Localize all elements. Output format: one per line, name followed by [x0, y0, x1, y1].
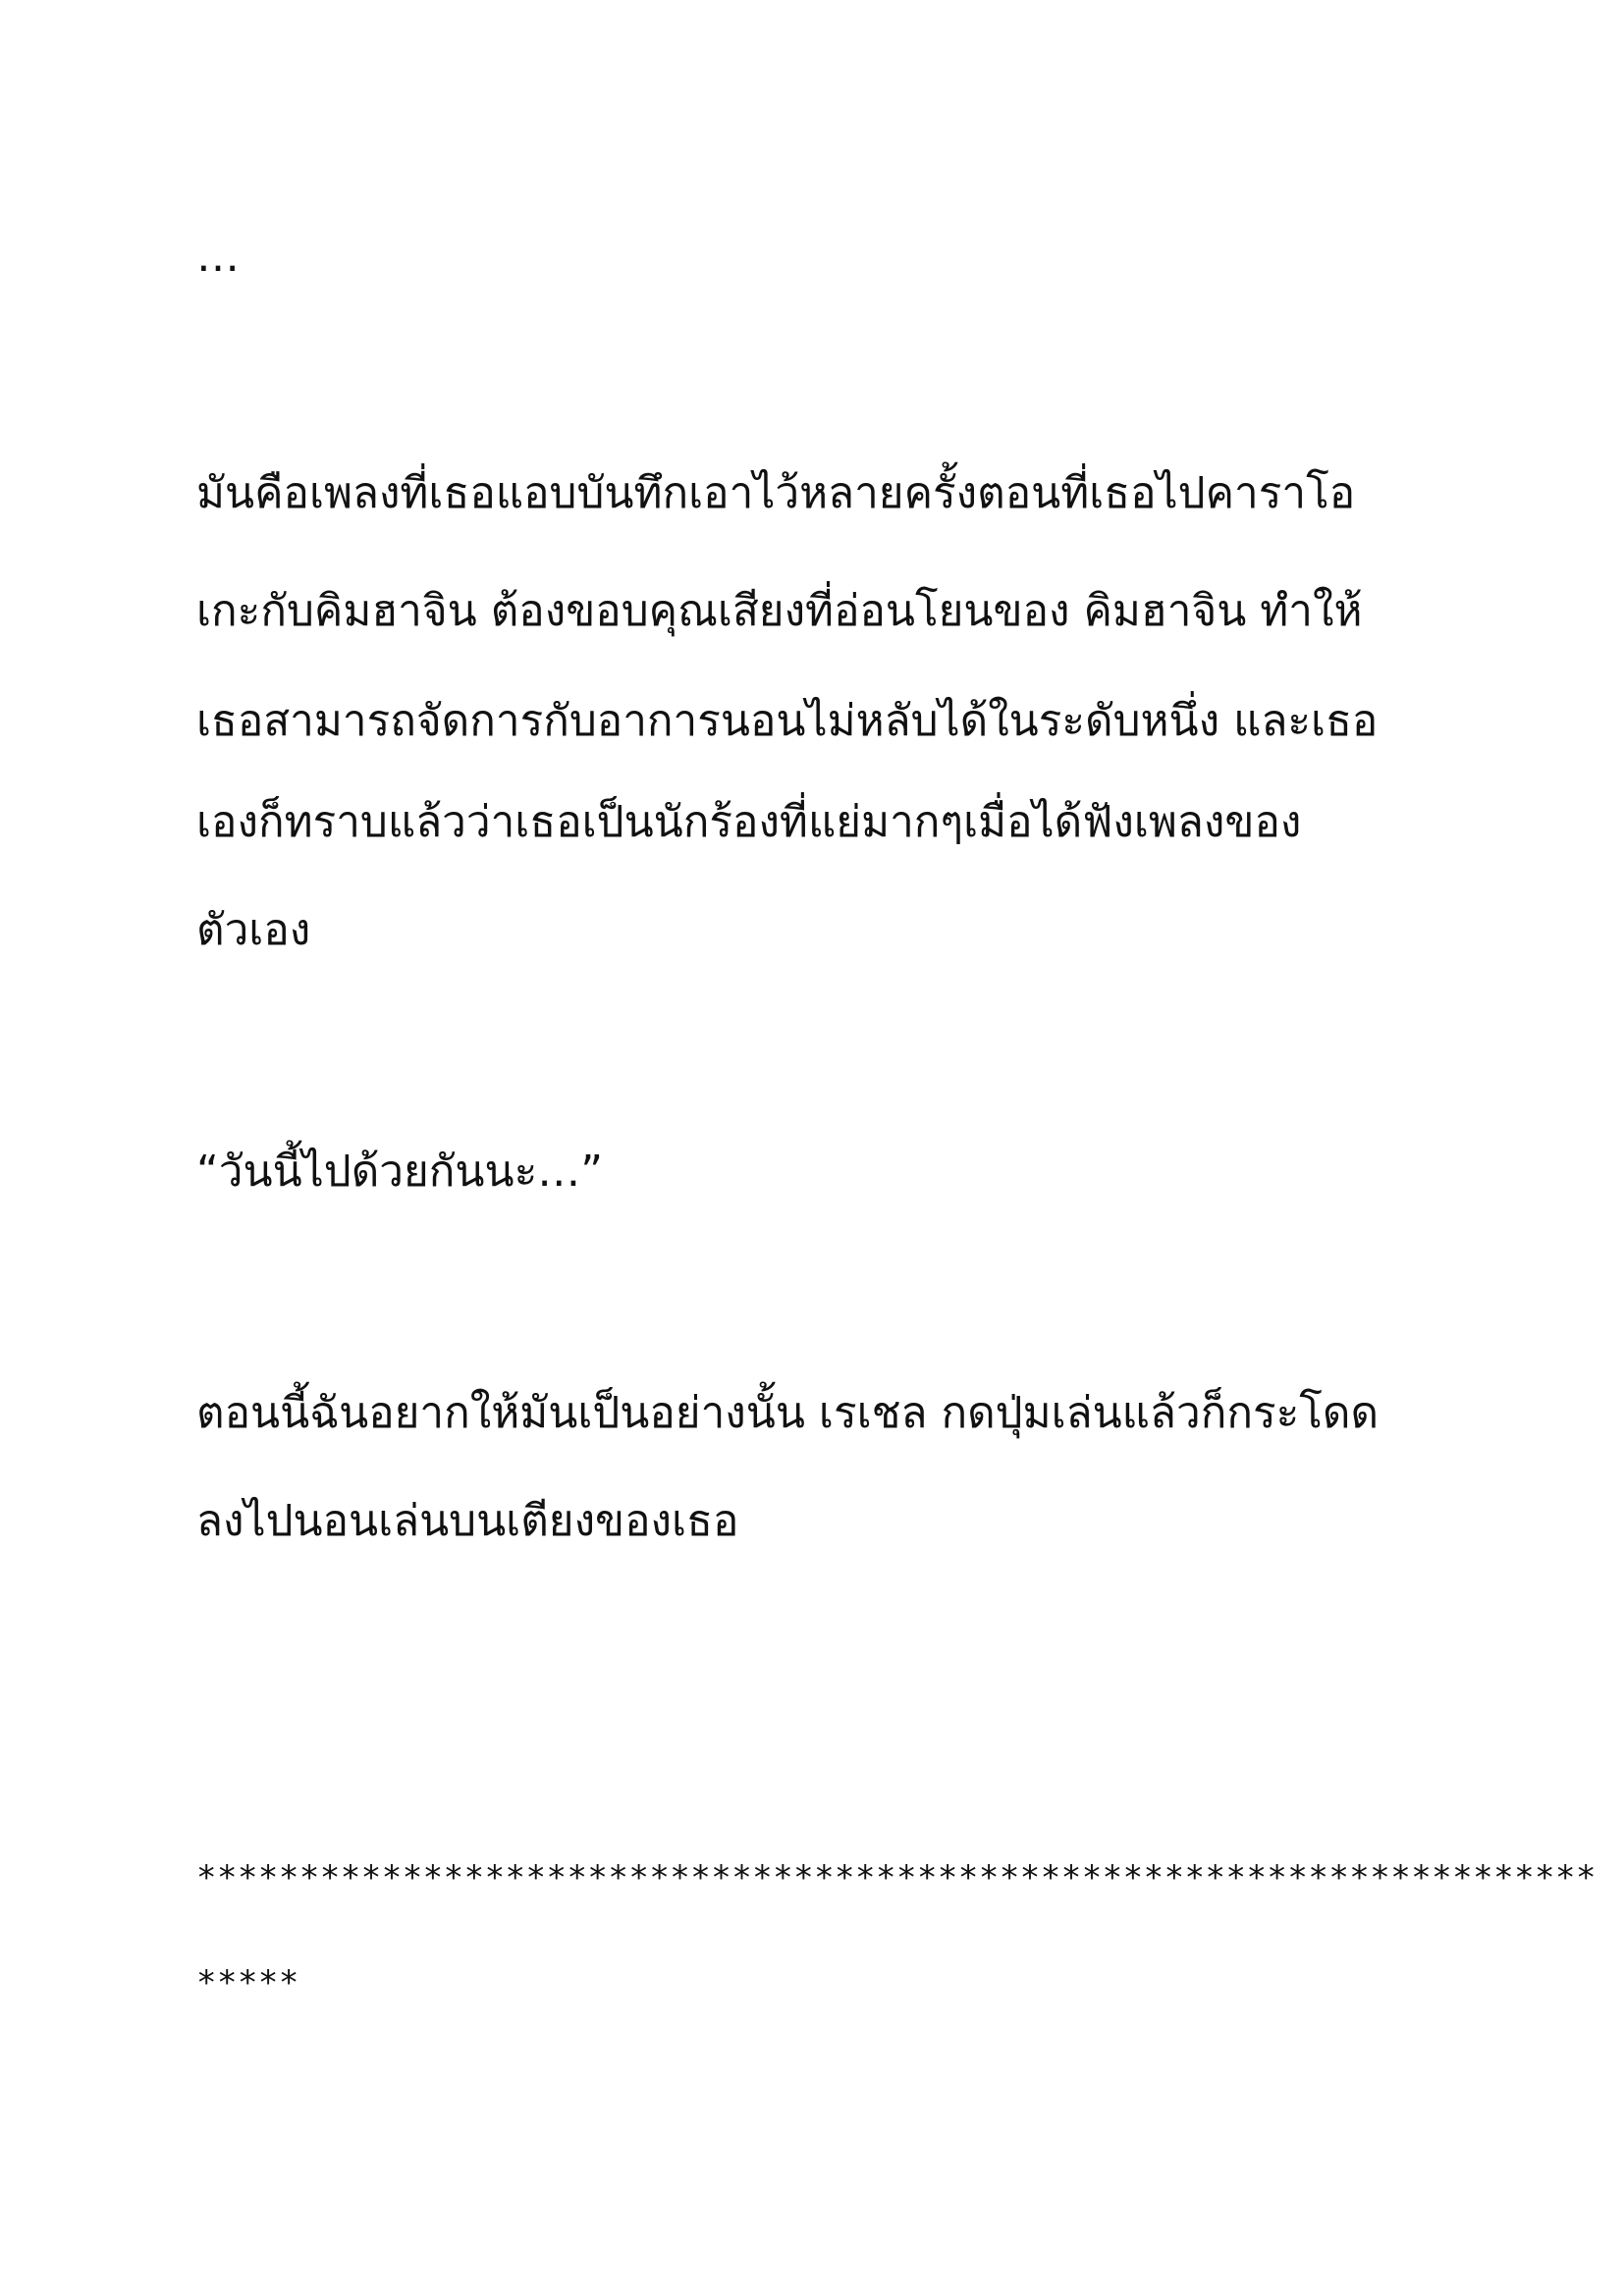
opening-ellipsis: … [196, 232, 240, 282]
paragraph-1-line-5: ตัวเอง [196, 905, 311, 955]
dialogue-quote: “วันนี้ไปด้วยกันนะ…” [196, 1147, 604, 1197]
paragraph-1-line-1: มันคือเพลงที่เธอแอบบันทึกเอาไว้หลายครั้งตอนที่เธอไปคาราโอ [196, 468, 1356, 518]
separator-line-1: ******************************************************************** [196, 1858, 1597, 1897]
separator-line-2: ***** [196, 1963, 299, 2002]
paragraph-3-line-1: ตอนนี้ฉันอยากให้มันเป็นอย่างนั้น เรเชล กดปุ่มเล่นแล้วก็กระโดด [196, 1388, 1380, 1438]
paragraph-1-line-3: เธอสามารถจัดการกับอาการนอนไม่หลับได้ในระดับหนึ่ง และเธอ [196, 696, 1379, 746]
paragraph-3-line-2: ลงไปนอนเล่นบนเตียงของเธอ [196, 1496, 739, 1546]
paragraph-1-line-4: เองก็ทราบแล้วว่าเธอเป็นนักร้องที่แย่มากๆเมื่อได้ฟังเพลงของ [196, 797, 1302, 847]
paragraph-1-line-2: เกะกับคิมฮาจิน ต้องขอบคุณเสียงที่อ่อนโยนของ คิมฮาจิน ทำให้ [196, 586, 1363, 636]
